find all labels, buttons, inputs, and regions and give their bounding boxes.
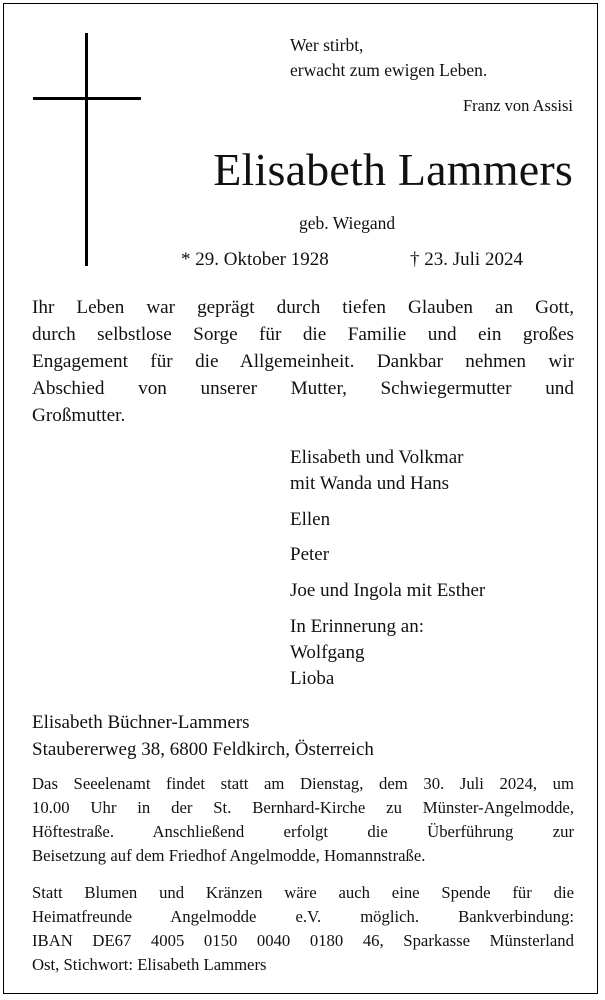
intro-line: Ihr Leben war geprägt durch tiefen Glauben an Gott, bbox=[32, 297, 574, 318]
death-date: † 23. Juli 2024 bbox=[410, 249, 523, 270]
service-line: Höftestraße. Anschließend erfolgt die Überführung zur bbox=[32, 822, 574, 841]
intro-line: Großmutter. bbox=[32, 405, 126, 426]
memory-name: Wolfgang bbox=[290, 642, 365, 663]
motto-quote bbox=[290, 33, 487, 83]
intro-line: Abschied von unserer Mutter, Schwiegermutter und bbox=[32, 378, 574, 399]
donation-info bbox=[32, 881, 574, 977]
birth-name: geb. Wiegand bbox=[299, 213, 396, 233]
memory-heading: In Erinnerung an: bbox=[290, 616, 425, 637]
intro-line: Engagement für die Allgemeinheit. Dankbar nehmen wir bbox=[32, 351, 574, 372]
donation-line: Ost, Stichwort: Elisabeth Lammers bbox=[32, 955, 267, 974]
memory-name: Lioba bbox=[290, 668, 335, 689]
contact-address bbox=[32, 709, 374, 763]
motto-author: Franz von Assisi bbox=[462, 96, 573, 115]
mourner-group-1 bbox=[290, 445, 463, 497]
service-line: 10.00 Uhr in der St. Bernhard-Kirche zu Münster-Angelmodde, bbox=[32, 798, 574, 817]
intro-text bbox=[32, 294, 574, 429]
donation-line: Heimatfreunde Angelmodde e.V. möglich. Bankverbindung: bbox=[32, 907, 574, 926]
deceased-name: Elisabeth Lammers bbox=[213, 144, 573, 195]
mourner-group-2: Ellen bbox=[290, 509, 331, 530]
mourner-group-1-line-1: Elisabeth und Volkmar bbox=[290, 447, 464, 468]
motto-line-2: erwacht zum ewigen Leben. bbox=[290, 60, 488, 80]
mourner-group-1-line-2: mit Wanda und Hans bbox=[290, 473, 450, 494]
donation-line: Statt Blumen und Kränzen wäre auch eine Spende für die bbox=[32, 883, 574, 902]
service-line: Beisetzung auf dem Friedhof Angelmodde, Homannstraße. bbox=[32, 846, 426, 865]
cross-icon-horizontal-beam bbox=[33, 97, 141, 100]
memory-section bbox=[290, 614, 424, 692]
service-info bbox=[32, 772, 574, 868]
motto-line-1: Wer stirbt, bbox=[290, 35, 364, 55]
contact-street: Staubererweg 38, 6800 Feldkirch, Österreich bbox=[32, 739, 374, 760]
donation-line: IBAN DE67 4005 0150 0040 0180 46, Sparkasse Münsterland bbox=[32, 931, 574, 950]
mourner-group-3: Peter bbox=[290, 544, 330, 565]
cross-icon-vertical-beam bbox=[85, 33, 88, 266]
intro-line: durch selbstlose Sorge für die Familie und ein großes bbox=[32, 324, 574, 345]
service-line: Das Seeelenamt findet statt am Dienstag, dem 30. Juli 2024, um bbox=[32, 774, 574, 793]
mourner-group-4: Joe und Ingola mit Esther bbox=[290, 580, 486, 601]
birth-date: * 29. Oktober 1928 bbox=[181, 249, 329, 270]
contact-name: Elisabeth Büchner-Lammers bbox=[32, 712, 250, 733]
